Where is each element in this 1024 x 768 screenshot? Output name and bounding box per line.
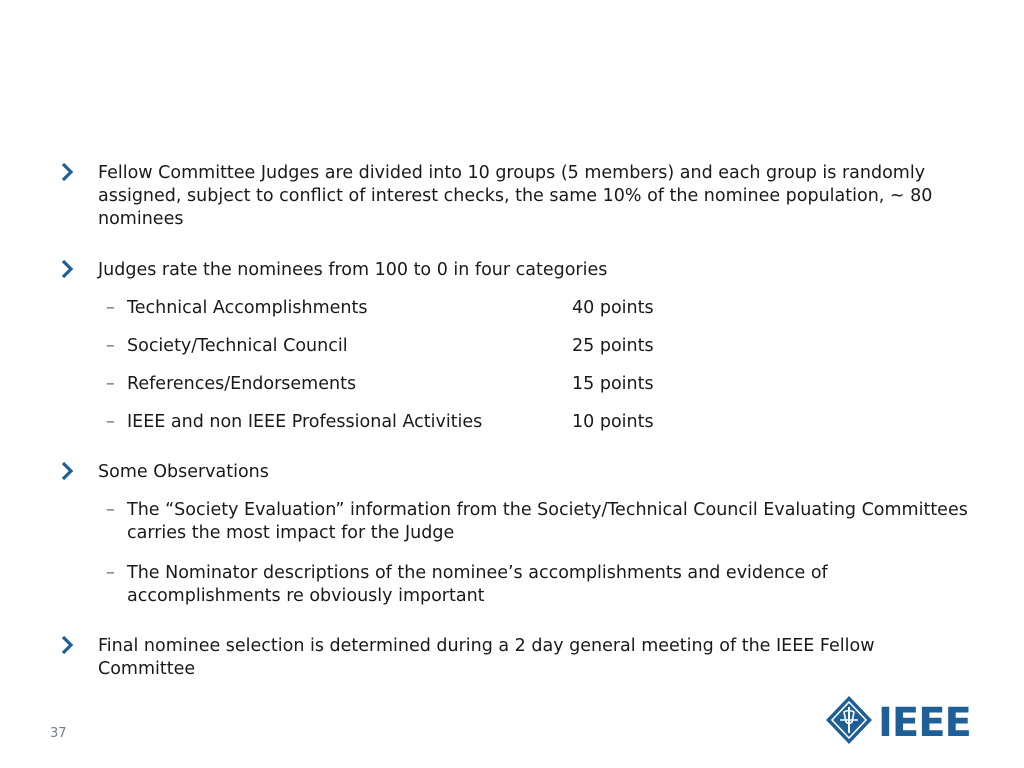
category-label: References/Endorsements xyxy=(127,374,357,394)
chevron-right-icon xyxy=(60,162,78,182)
observation-text: The Nominator descriptions of the nominee’s accomplishments and evidence of accomplishments re obviously important xyxy=(127,563,828,606)
category-label: IEEE and non IEEE Professional Activities xyxy=(127,412,483,432)
category-label: Technical Accomplishments xyxy=(127,298,368,318)
chevron-right-icon xyxy=(60,461,78,481)
observation-text: The “Society Evaluation” information from the Society/Technical Council Evaluating Committees carries the most impact for the Judge xyxy=(127,500,968,543)
dash-marker: – xyxy=(106,336,115,356)
bullet-3-text: Some Observations xyxy=(98,462,269,482)
slide-number: 37 xyxy=(50,726,67,741)
dash-marker: – xyxy=(106,563,115,583)
dash-marker: – xyxy=(106,412,115,432)
ieee-logo-text: IEEE xyxy=(878,700,971,745)
ieee-diamond-icon xyxy=(826,696,872,744)
category-points: 10 points xyxy=(572,412,654,432)
dash-marker: – xyxy=(106,500,115,520)
bullet-1-text: Fellow Committee Judges are divided into 10 groups (5 members) and each group is randomly assigned, subject to conflict of interest checks, the same 10% of the nominee population, ~ 80 nominees xyxy=(98,163,933,229)
category-points: 25 points xyxy=(572,336,654,356)
dash-marker: – xyxy=(106,298,115,318)
chevron-right-icon xyxy=(60,259,78,279)
category-points: 15 points xyxy=(572,374,654,394)
bullet-4-text: Final nominee selection is determined during a 2 day general meeting of the IEEE Fellow Committee xyxy=(98,636,875,679)
bullet-2-text: Judges rate the nominees from 100 to 0 in four categories xyxy=(98,260,608,280)
category-label: Society/Technical Council xyxy=(127,336,348,356)
dash-marker: – xyxy=(106,374,115,394)
chevron-right-icon xyxy=(60,635,78,655)
category-points: 40 points xyxy=(572,298,654,318)
ieee-logo xyxy=(825,695,985,745)
